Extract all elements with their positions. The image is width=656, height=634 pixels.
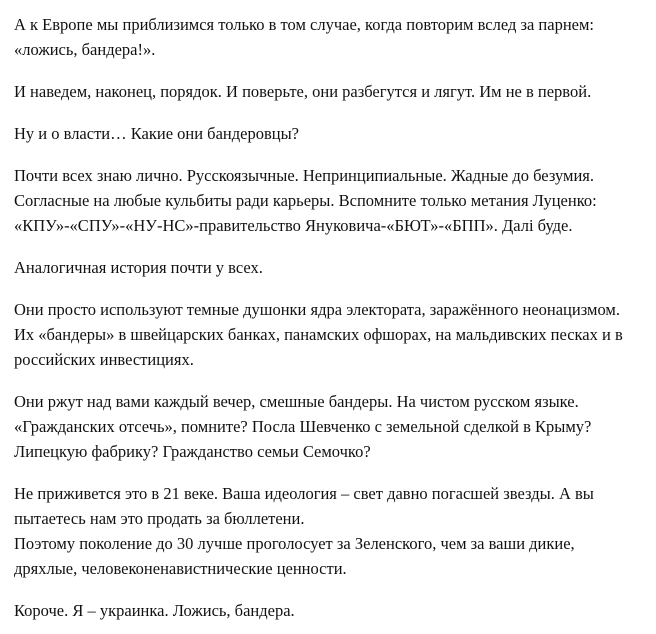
paragraph-10: Короче. Я – украинка. Ложись, бандера.: [14, 601, 295, 620]
paragraph-4: Почти всех знаю лично. Русскоязычные. Непринципиальные. Жадные до безумия. Согласные на любые кульбиты ради карьеры. Вспомните только метания Луценко: «КПУ»-«СПУ»-«НУ-НС»-правительство Януковича-«БЮТ»-«БПП». Далі буде.: [14, 166, 601, 235]
paragraph-2: И наведем, наконец, порядок. И поверьте, они разбегутся и лягут. Им не в первой.: [14, 82, 592, 101]
paragraph-5: Аналогичная история почти у всех.: [14, 258, 263, 277]
paragraph-3: Ну и о власти… Какие они бандеровцы?: [14, 124, 299, 143]
paragraph-6: Они просто используют темные душонки ядра электората, заражённого неонацизмом. Их «бандеры» в швейцарских банках, панамских офшорах, на мальдивских песках и в российских инвестициях.: [14, 300, 627, 369]
paragraph-9: Поэтому поколение до 30 лучше проголосует за Зеленского, чем за ваши дикие, дряхлые, человеконенавистнические ценности.: [14, 534, 579, 578]
paragraph-8: Не приживется это в 21 веке. Ваша идеология – свет давно погасшей звезды. А вы пытаетесь нам это продать за бюллетени.: [14, 484, 598, 528]
paragraph-7: Они ржут над вами каждый вечер, смешные бандеры. На чистом русском языке. «Гражданских отсечь», помните? Посла Шевченко с земельной сделкой в Крыму? Липецкую фабрику? Гражданство семьи Семочко?: [14, 392, 596, 461]
paragraph-1: А к Европе мы приблизимся только в том случае, когда повторим вслед за парнем: «ложись, бандера!».: [14, 15, 599, 59]
